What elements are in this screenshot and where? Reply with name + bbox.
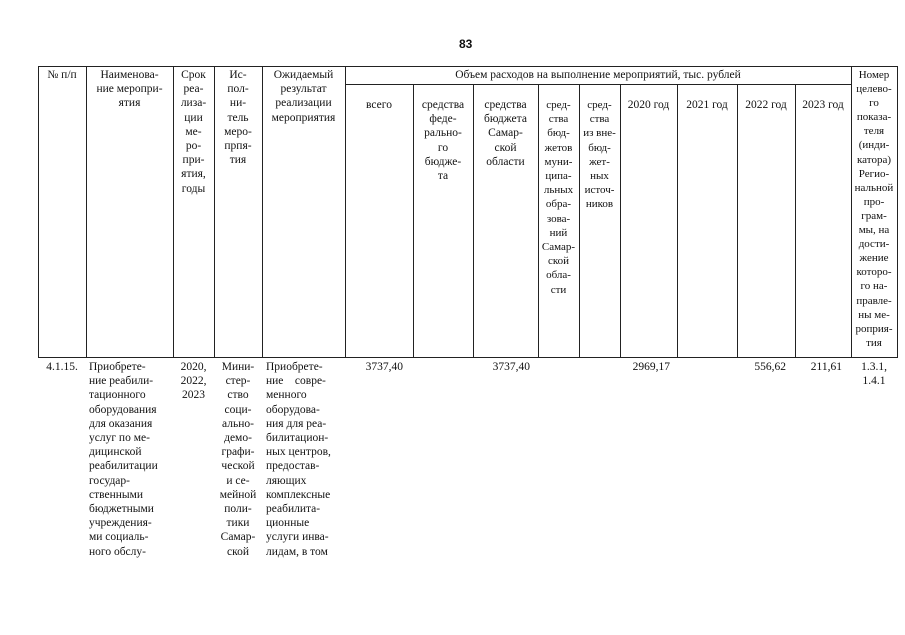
header-col-executor: Ис- пол- ни- тель меро- прпя- тия — [224, 69, 252, 167]
row-term: 2020, 2022, 2023 — [180, 361, 207, 402]
table-border-right — [897, 66, 898, 357]
header-sub-total: всего — [366, 99, 392, 111]
header-sub-regional: средства бюджета Самар- ской области — [484, 99, 527, 168]
header-sub-2022: 2022 год — [745, 99, 787, 111]
header-col-indicator: Номер целево- го показа- теля (инди- катора) Регио- нальной про- грам- мы, на дости- жение которо- го на- правле- ны ме- роприя- тия — [854, 69, 894, 349]
row-number: 4.1.15. — [46, 361, 78, 373]
row-2022: 556,62 — [754, 361, 786, 373]
table-border-top — [38, 66, 898, 67]
header-col-number: № п/п — [47, 69, 77, 81]
col-divider — [795, 84, 796, 357]
header-sub-municipal: сред- ства бюд- жетов муни- ципа- льных обра- зова- ний Самар- ской обла- сти — [541, 99, 576, 296]
header-col-term: Срок реа- лиза- ции ме- ро- при- ятия, годы — [180, 69, 207, 195]
row-2020: 2969,17 — [632, 361, 670, 373]
row-regional: 3737,40 — [492, 361, 530, 373]
header-sub-extra: сред- ства из вне- бюд- жет- ных источ- ников — [583, 99, 616, 211]
header-bottom-divider — [38, 357, 898, 358]
row-result: Приобрете- ние совре- менного оборудова- ния для реа- билитацион- ных центров, предостав- ляющих комплексные реабилита- ционные услуги инва- лидам, в том — [266, 361, 331, 558]
col-divider — [620, 84, 621, 357]
header-col-name: Наименова- ние меропри- ятия — [96, 69, 163, 110]
page-number: 83 — [459, 37, 473, 51]
header-col-expenses: Объем расходов на выполнение мероприятий, тыс. рублей — [455, 69, 741, 81]
header-sub-2021: 2021 год — [686, 99, 728, 111]
row-name: Приобрете- ние реабили- тационного оборудования для оказания услуг по ме- дицинской реабилитации государ- ственными бюджетными учреждения- ми социаль- ного обслу- — [89, 361, 158, 558]
col-divider — [677, 84, 678, 357]
header-sub-2020: 2020 год — [627, 99, 670, 111]
row-indicator: 1.3.1, 1.4.1 — [861, 361, 887, 388]
header-sub-divider — [345, 84, 851, 85]
col-divider — [38, 66, 39, 357]
row-2023: 211,61 — [810, 361, 842, 373]
row-total: 3737,40 — [365, 361, 403, 373]
header-col-result: Ожидаемый результат реализации мероприятия — [271, 69, 336, 124]
row-executor: Мини- стер- ство соци- ально- демо- графи- ческой и се- мейной поли- тики Самар- ской — [219, 361, 257, 558]
header-sub-2023: 2023 год — [802, 99, 844, 111]
header-sub-federal: средства феде- рально- го бюдже- та — [421, 99, 465, 183]
col-divider — [737, 84, 738, 357]
